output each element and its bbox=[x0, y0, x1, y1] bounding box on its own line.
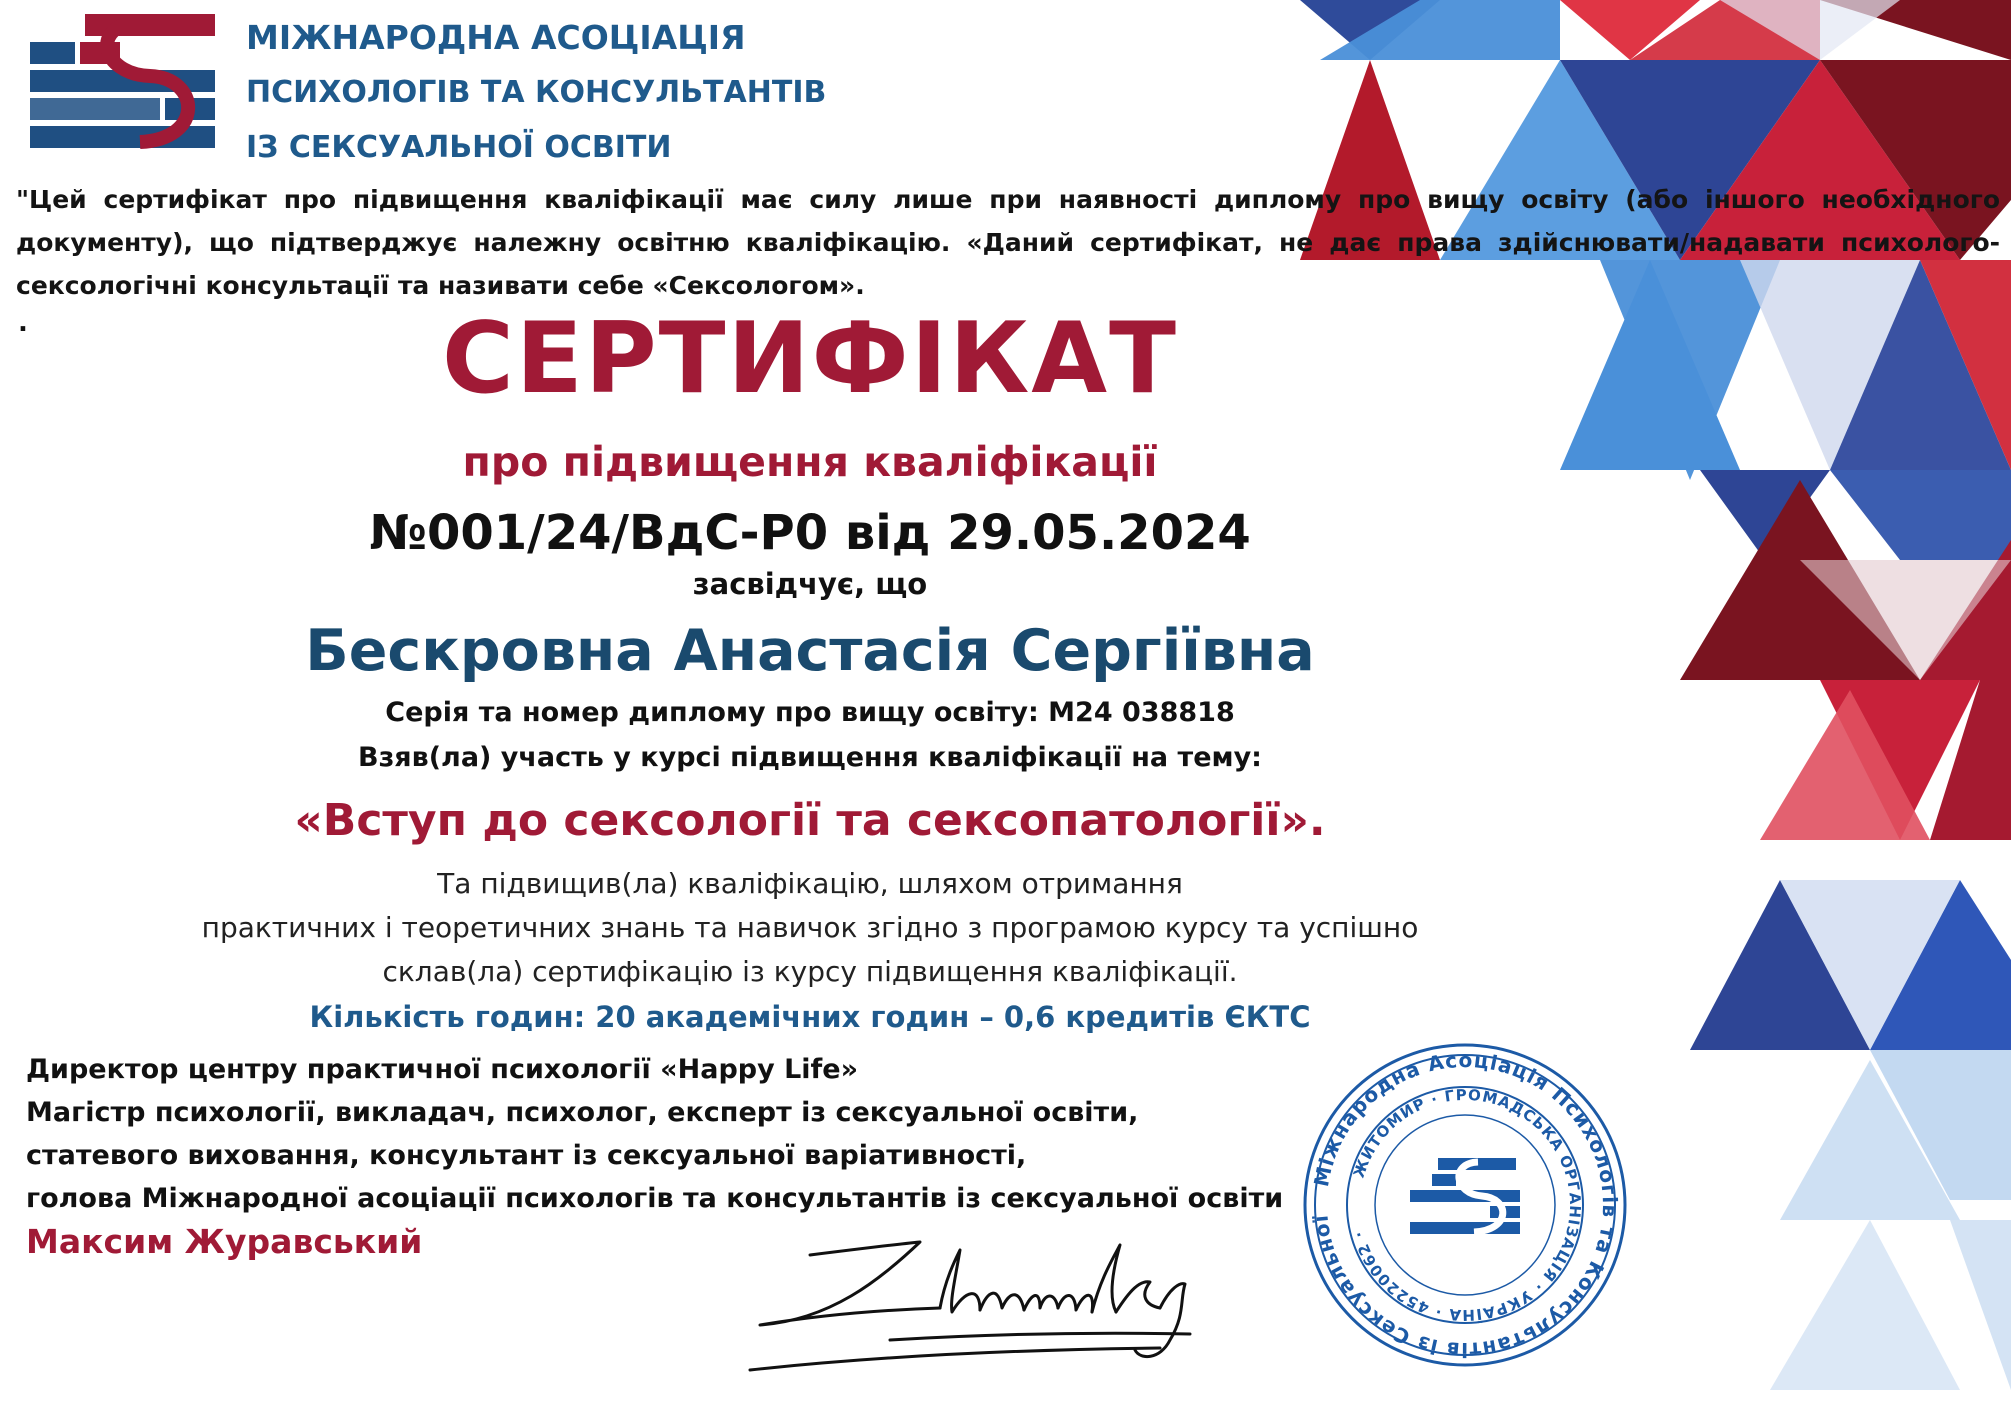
signer-line-4: голова Міжнародної асоціації психологів та консультантів із сексуальної освіти bbox=[26, 1183, 1284, 1214]
course-title: «Вступ до сексології та сексопатології». bbox=[294, 795, 1326, 846]
description-line-2: практичних і теоретичних знань та навичок згідно з програмою курсу та успішно bbox=[201, 911, 1419, 944]
organization-name bbox=[246, 10, 826, 175]
diploma-number: Серія та номер диплому про вищу освіту: М24 038818 bbox=[385, 697, 1235, 728]
description-line-3: склав(ла) сертифікацію із курсу підвищення кваліфікації. bbox=[382, 955, 1238, 988]
hours-text: Кількість годин: 20 академічних годин – 0,6 кредитів ЄКТС bbox=[309, 1000, 1311, 1034]
certificate-title: СЕРТИФІКАТ bbox=[441, 302, 1178, 416]
signature-icon bbox=[740, 1220, 1280, 1384]
disclaimer-text: "Цей сертифікат про підвищення кваліфікації має силу лише при наявності диплому про вищу освіту (або іншого необхідного документу), що підтверджує належну освітню кваліфікацію. «Даний сертифікат, не дає права здійснювати/надавати психолого-сексологічні консультації та називати себе «Сексологом». bbox=[16, 185, 2000, 300]
svg-text:Міжнародна Асоціація Психологі: Міжнародна Асоціація Психологів та Консультантів із Сексуальної bbox=[1308, 1047, 1623, 1363]
organization-line-2: ПСИХОЛОГІВ ТА КОНСУЛЬТАНТІВ bbox=[246, 75, 827, 110]
association-stamp-icon bbox=[1300, 1040, 1630, 1374]
description-line-1: Та підвищив(ла) кваліфікацію, шляхом отримання bbox=[437, 867, 1183, 900]
association-logo-icon bbox=[30, 14, 215, 163]
certifies-text: засвідчує, що bbox=[692, 567, 928, 601]
dot-mark: . bbox=[18, 308, 28, 338]
certificate-number: №001/24/ВдС-Р0 від 29.05.2024 bbox=[369, 505, 1251, 561]
recipient-name: Бескровна Анастасія Сергіївна bbox=[305, 618, 1315, 684]
svg-text:ЖИТОМИР · ГРОМАДСЬКА ОРГАНІЗАЦ: ЖИТОМИР · ГРОМАДСЬКА ОРГАНІЗАЦІЯ · УКРАЇНА · 45220062 · bbox=[1349, 1085, 1585, 1325]
signer-line-3: статевого виховання, консультант із сексуальної варіативності, bbox=[26, 1140, 1027, 1171]
organization-line-1: МІЖНАРОДНА АСОЦІАЦІЯ bbox=[246, 18, 746, 57]
participation-text: Взяв(ла) участь у курсі підвищення кваліфікації на тему: bbox=[358, 742, 1262, 773]
signer-name: Максим Журавський bbox=[26, 1222, 423, 1261]
signer-line-2: Магістр психології, викладач, психолог, експерт із сексуальної освіти, bbox=[26, 1097, 1139, 1128]
signer-line-1: Директор центру практичної психології «Happy Life» bbox=[26, 1054, 859, 1085]
course-description bbox=[160, 862, 1460, 994]
organization-line-3: ІЗ СЕКСУАЛЬНОЇ ОСВІТИ bbox=[246, 130, 672, 165]
signer-block bbox=[26, 1048, 1283, 1220]
certificate-subtitle: про підвищення кваліфікації bbox=[462, 438, 1158, 486]
